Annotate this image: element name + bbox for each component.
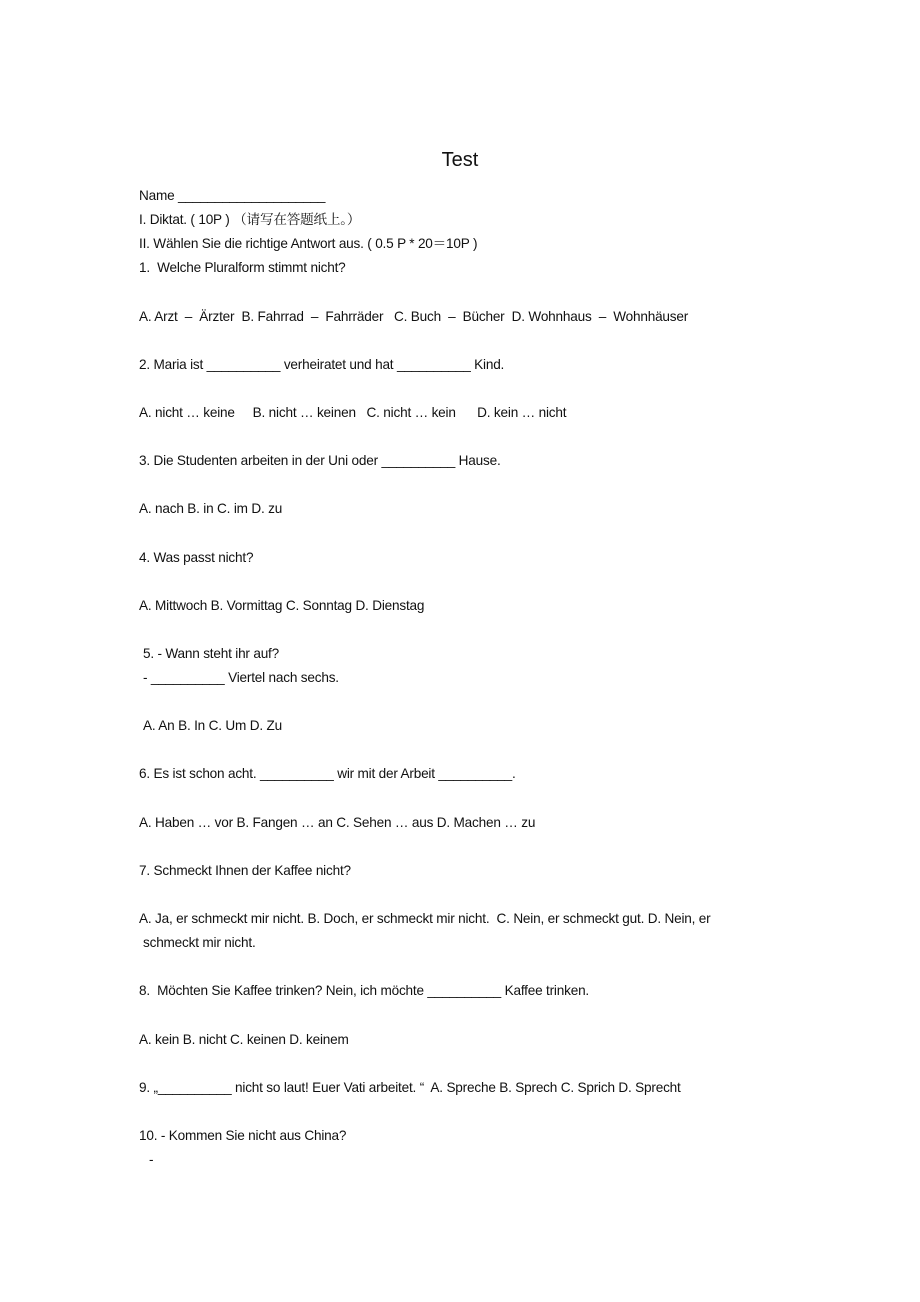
section-1-heading: I. Diktat. ( 10P ) （请写在答题纸上。） (139, 212, 361, 227)
name-field-line: Name ____________________ (139, 188, 326, 203)
question-3: 3. Die Studenten arbeiten in der Uni oder __________ Hause. (139, 453, 501, 468)
question-4-options: A. Mittwoch B. Vormittag C. Sonntag D. Dienstag (139, 598, 425, 613)
question-8-options: A. kein B. nicht C. keinen D. keinem (139, 1032, 349, 1047)
question-5-answer-line: - __________ Viertel nach sechs. (143, 670, 339, 685)
question-6: 6. Es ist schon acht. __________ wir mit der Arbeit __________. (139, 766, 516, 781)
question-7: 7. Schmeckt Ihnen der Kaffee nicht? (139, 863, 351, 878)
question-7-options-cont: schmeckt mir nicht. (143, 935, 256, 950)
question-7-options: A. Ja, er schmeckt mir nicht. B. Doch, er schmeckt mir nicht. C. Nein, er schmeckt gut. D. Nein, er (139, 911, 711, 926)
question-10: 10. - Kommen Sie nicht aus China? (139, 1128, 347, 1143)
question-10-answer-line: - (149, 1152, 154, 1167)
question-1-options: A. Arzt – Ärzter B. Fahrrad – Fahrräder C. Buch – Bücher D. Wohnhaus – Wohnhäuser (139, 309, 689, 324)
question-8: 8. Möchten Sie Kaffee trinken? Nein, ich möchte __________ Kaffee trinken. (139, 983, 590, 998)
question-5-options: A. An B. In C. Um D. Zu (143, 718, 282, 733)
section-2-heading: II. Wählen Sie die richtige Antwort aus. ( 0.5 P * 20＝10P ) (139, 236, 478, 251)
question-3-options: A. nach B. in C. im D. zu (139, 501, 283, 516)
question-2-options: A. nicht … keine B. nicht … keinen C. nicht … kein D. kein … nicht (139, 405, 567, 420)
question-5: 5. - Wann steht ihr auf? (143, 646, 279, 661)
page-title: Test (441, 149, 479, 171)
question-6-options: A. Haben … vor B. Fangen … an C. Sehen … aus D. Machen … zu (139, 815, 536, 830)
question-2: 2. Maria ist __________ verheiratet und hat __________ Kind. (139, 357, 505, 372)
question-9: 9. „__________ nicht so laut! Euer Vati arbeitet. “ A. Spreche B. Sprech C. Sprich D. Sprecht (139, 1080, 681, 1095)
question-1: 1. Welche Pluralform stimmt nicht? (139, 260, 346, 275)
question-4: 4. Was passt nicht? (139, 550, 254, 565)
